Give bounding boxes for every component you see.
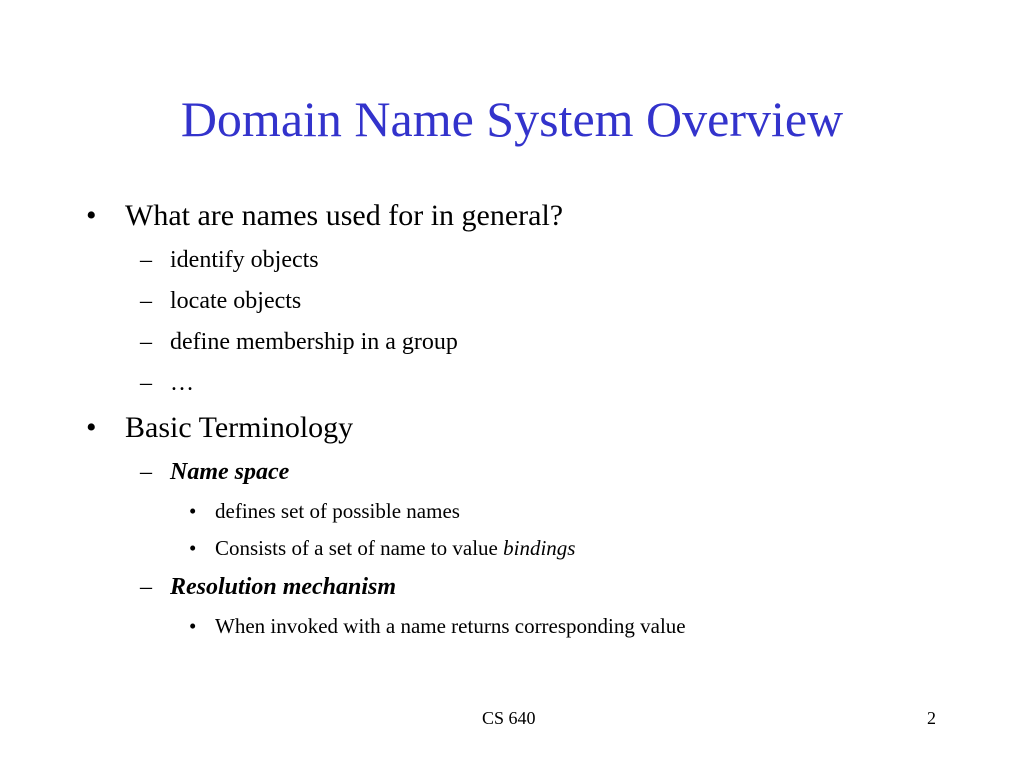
sub-bullet-marker: •	[189, 614, 197, 638]
term-name-space: Name space	[170, 459, 290, 485]
bullet-marker: •	[86, 411, 97, 444]
dash-marker: –	[140, 329, 152, 355]
sub-item-ellipsis: …	[170, 370, 194, 396]
footer-course: CS 640	[482, 708, 536, 728]
dash-marker: –	[140, 459, 152, 485]
sub-item-locate-objects: locate objects	[170, 288, 302, 314]
sub-sub-item-when-invoked: When invoked with a name returns corresponding value	[215, 614, 686, 638]
sub-item-identify-objects: identify objects	[170, 247, 319, 273]
footer-page-number: 2	[927, 708, 936, 728]
sub-bullet-marker: •	[189, 499, 197, 523]
slide-title: Domain Name System Overview	[180, 91, 844, 147]
dash-marker: –	[140, 370, 152, 396]
sub-bullet-marker: •	[189, 536, 197, 560]
bullet-basic-terminology: Basic Terminology	[125, 411, 354, 444]
dash-marker: –	[140, 247, 152, 273]
dash-marker: –	[140, 288, 152, 314]
sub-item-define-membership: define membership in a group	[170, 329, 458, 355]
bullet-what-are-names: What are names used for in general?	[125, 199, 564, 232]
sub-sub-item-consists-of	[215, 536, 575, 560]
bullet-marker: •	[86, 199, 97, 232]
consists-of-plain-text: Consists of a set of name to value	[215, 536, 504, 560]
sub-sub-item-defines-set: defines set of possible names	[215, 499, 460, 523]
term-resolution-mechanism: Resolution mechanism	[170, 574, 397, 600]
bindings-term: bindings	[503, 536, 576, 560]
dash-marker: –	[140, 574, 152, 600]
